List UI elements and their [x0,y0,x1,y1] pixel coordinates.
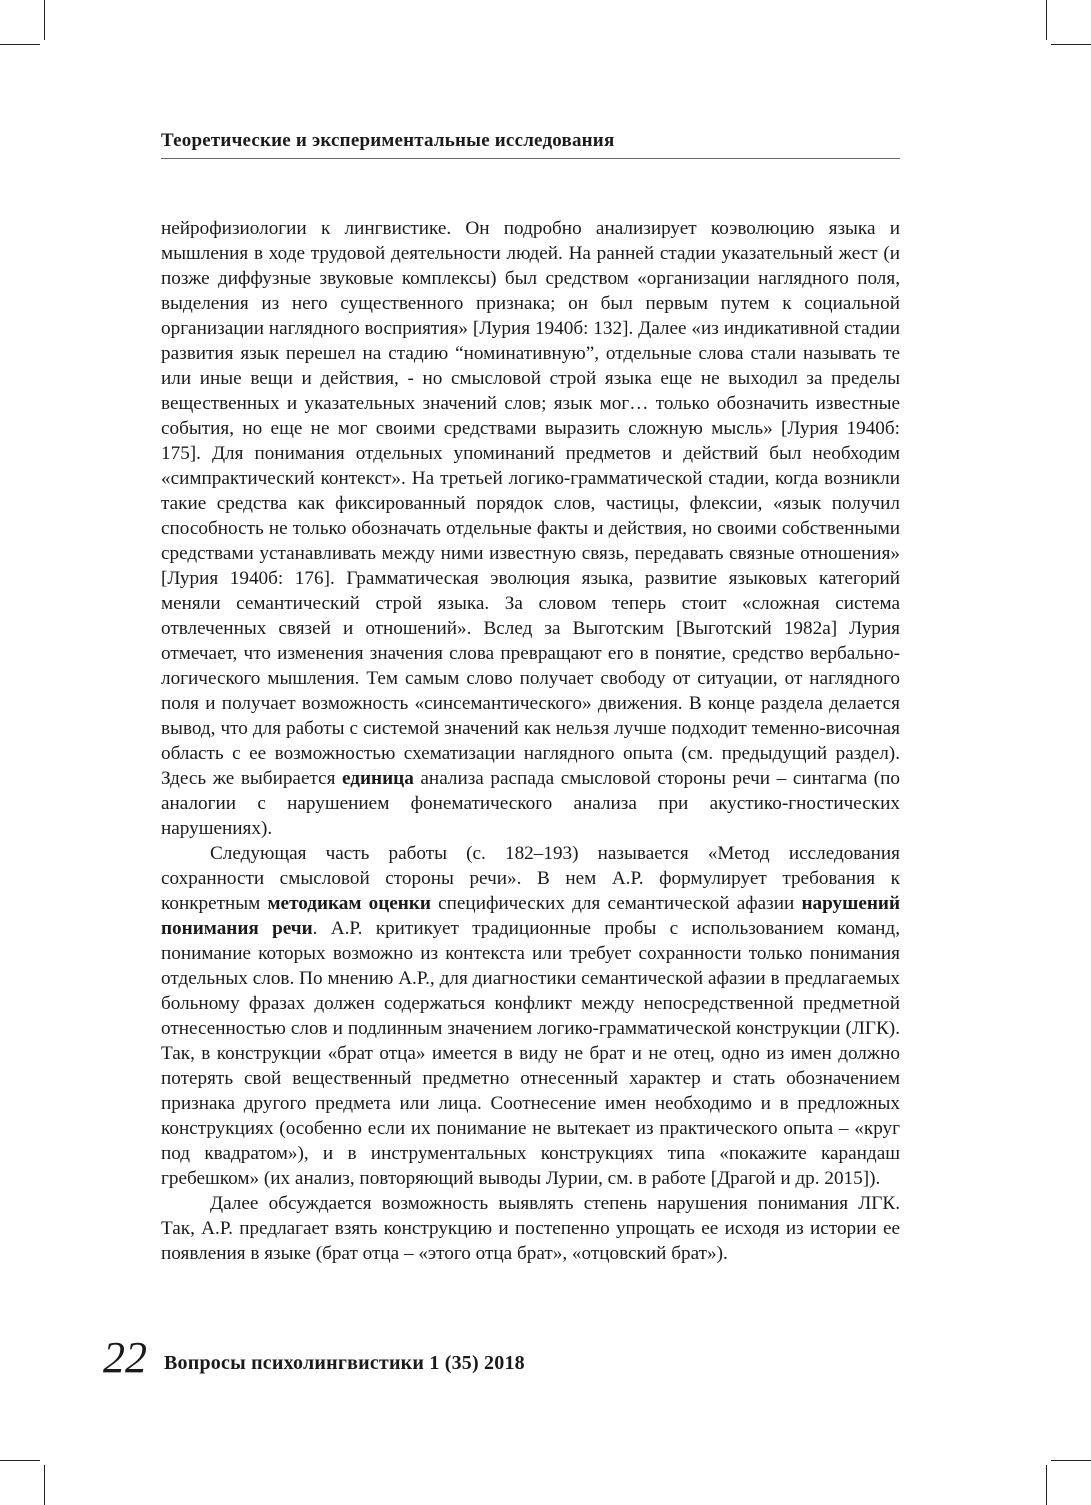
text-run: анализа распада смысловой стороны речи – синтагма (по аналогии с нарушением фонематического анализа при акустико-гностических нарушениях). [161,768,900,839]
text-run: Следующая часть работы (с. 182–193) называется «Метод исследования сохранности смысловой стороны речи». В нем А.Р. формулирует требования к конкретным [161,843,900,914]
article-body [161,216,900,1266]
crop-mark-bottom-right-vertical [1046,1465,1047,1505]
text-run: специфических для семантической афазии [430,893,802,914]
body-paragraph [161,1191,900,1266]
crop-mark-bottom-right-horizontal [1051,1460,1091,1461]
text-run: Далее обсуждается возможность выявлять степень нарушения понимания ЛГК. Так, А.Р. предлагает взять конструкцию и постепенно упрощать ее исходя из истории ее появления в языке (брат отца – «этого отца брат», «отцовский брат»). [161,1193,900,1264]
running-head: Теоретические и экспериментальные исследования [161,130,900,159]
crop-mark-top-right-vertical [1046,0,1047,40]
bold-term: нарушений понимания речи [161,893,900,939]
crop-mark-top-right-horizontal [1051,44,1091,45]
crop-mark-top-left-vertical [44,0,45,40]
crop-mark-bottom-left-vertical [44,1465,45,1505]
bold-term: единица [342,768,414,789]
crop-mark-top-left-horizontal [0,44,40,45]
page-number: 22 [103,1333,147,1382]
text-run: . А.Р. критикует традиционные пробы с использованием команд, понимание которых возможно из контекста или требует сохранности только понимания отдельных слов. По мнению А.Р., для диагностики семантической афазии в предлагаемых больному фразах должен содержаться конфликт между непосредственной предметной отнесенностью слов и подлинным значением логико-грамматической конструкции (ЛГК). Так, в конструкции «брат отца» имеется в виду не брат и не отец, одно из имен должно потерять свой вещественный предметно отнесенный характер и стать обозначением признака другого предмета или лица. Соотнесение имен необходимо и в предложных конструкциях (особенно если их понимание не вытекает из практического опыта – «круг под квадратом»), и в инструментальных конструкциях типа «покажите карандаш гребешком» (их анализ, повторяющий выводы Лурии, см. в работе [Драгой и др. 2015]). [161,918,900,1189]
body-paragraph [161,216,900,841]
journal-title: Вопросы психолингвистики 1 (35) 2018 [164,1352,525,1374]
crop-mark-bottom-left-horizontal [0,1460,40,1461]
bold-term: методикам оценки [267,893,431,914]
body-paragraph [161,841,900,1191]
text-run: нейрофизиологии к лингвистике. Он подробно анализирует коэволюцию языка и мышления в ходе трудовой деятельности людей. На ранней стадии указательный жест (и позже диффузные звуковые комплексы) был средством «организации наглядного поля, выделения из него существенного признака; он был первым путем к социальной организации наглядного восприятия» [Лурия 1940б: 132]. Далее «из индикативной стадии развития язык перешел на стадию “номинативную”, отдельные слова стали называть те или иные вещи и действия, - но смысловой строй языка еще не выходил за пределы вещественных и указательных значений слов; язык мог… только обозначить известные события, но еще не мог своими средствами выразить сложную мысль» [Лурия 1940б: 175]. Для понимания отдельных упоминаний предметов и действий был необходим «симпрактический контекст». На третьей логико-грамматической стадии, когда возникли такие средства как фиксированный порядок слов, частицы, флексии, «язык получил способность не только обозначать отдельные факты и действия, но своими собственными средствами устанавливать между ними известную связь, передавать связные отношения» [Лурия 1940б: 176]. Грамматическая эволюция языка, развитие языковых категорий меняли семантический строй языка. За словом теперь стоит «сложная система отвлеченных связей и отношений». Вслед за Выготским [Выготский 1982а] Лурия отмечает, что изменения значения слова превращают его в понятие, средство вербально-логического мышления. Тем самым слово получает свободу от ситуации, от наглядного поля и получает возможность «синсемантического» движения. В конце раздела делается вывод, что для работы с системой значений как нельзя лучше подходит теменно-височная область с ее возможностью схематизации наглядного опыта (см. предыдущий раздел). Здесь же выбирается [161,218,900,789]
